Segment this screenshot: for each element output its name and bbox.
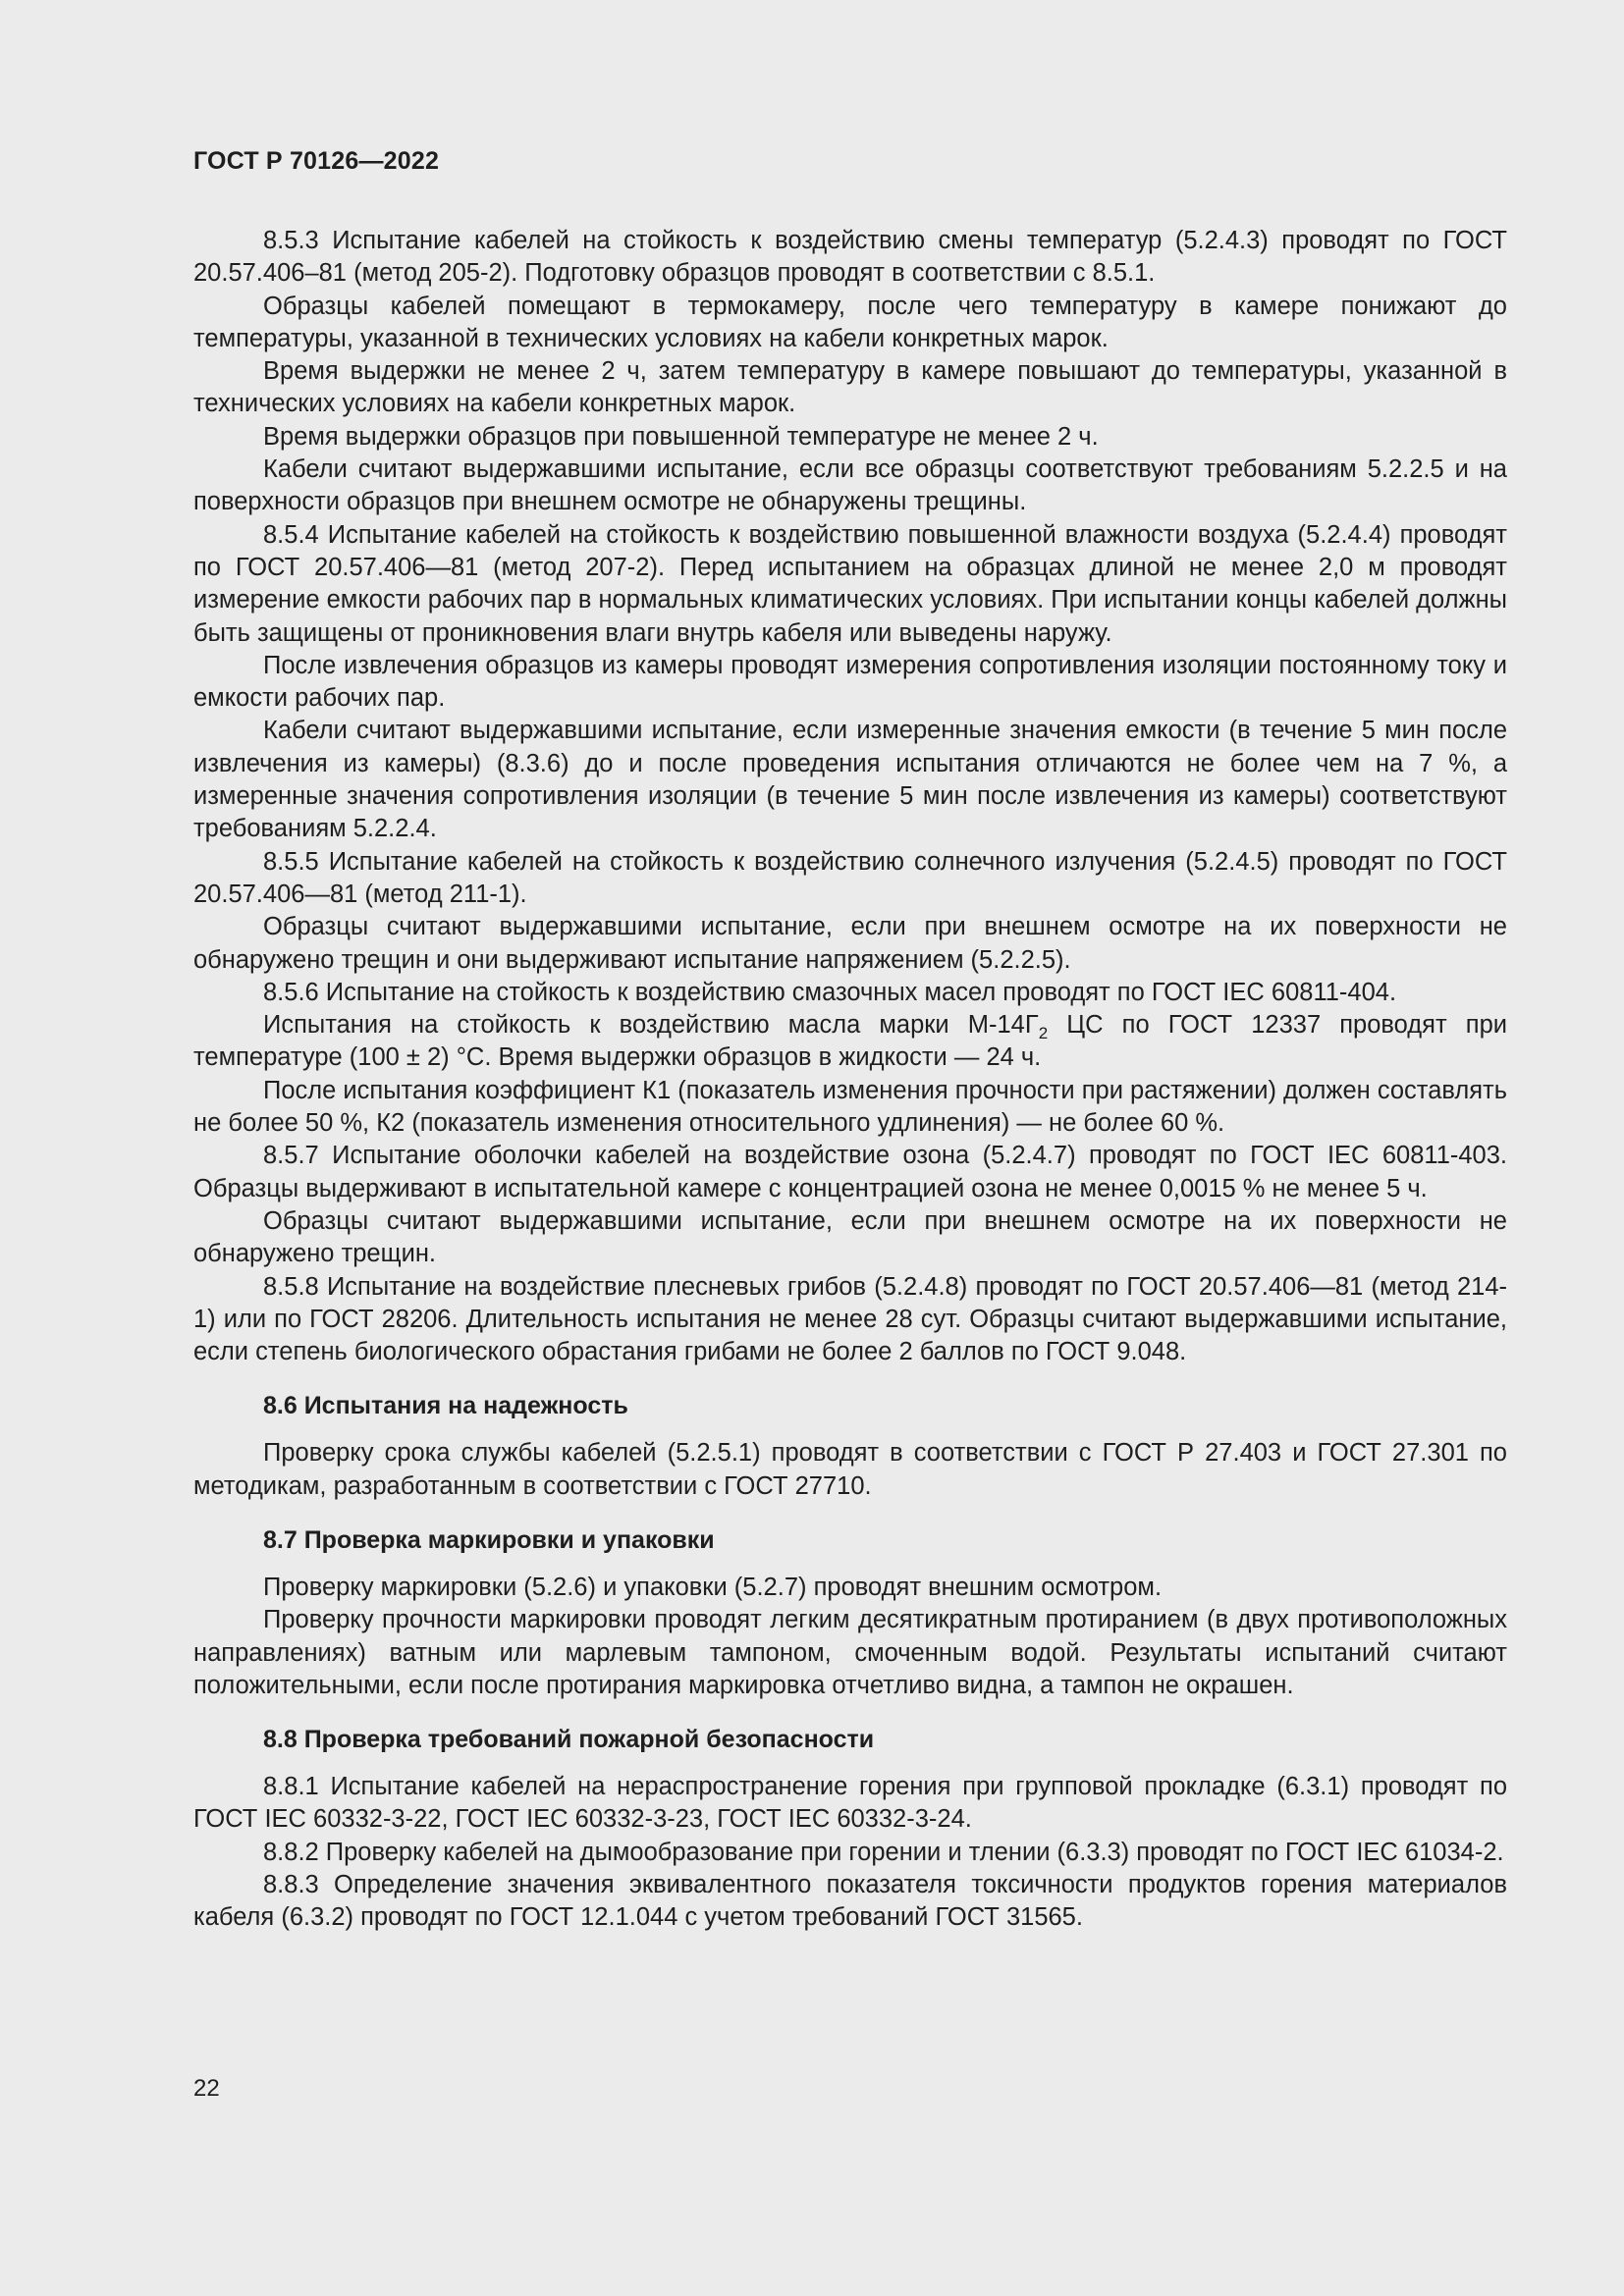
paragraph: Образцы считают выдержавшими испытание, если при внешнем осмотре на их поверхности не обнаружено трещин.: [193, 1206, 1507, 1268]
paragraph-8-8-1: 8.8.1 Испытание кабелей на нераспространение горения при групповой прокладке (6.3.1) проводят по ГОСТ IEC 60332-3-22, ГОСТ IEC 60332-3-23, ГОСТ IEC 60332-3-24.: [193, 1773, 1507, 1834]
section-heading-8-8: 8.8 Проверка требований пожарной безопасности: [263, 1726, 875, 1754]
paragraph: Кабели считают выдержавшими испытание, если измеренные значения емкости (в течение 5 мин после извлечения из камеры) (8.3.6) до и после проведения испытания отличаются не более чем на 7 %, а измеренные значения сопротивления изоляции (в течение 5 мин после извлечения из камеры) соответствуют требованиям 5.2.2.4.: [193, 717, 1507, 843]
paragraph: Образцы считают выдержавшими испытание, если при внешнем осмотре на их поверхности не обнаружено трещин и они выдерживают испытание напряжением (5.2.2.5).: [193, 913, 1507, 974]
paragraph-8-5-7: 8.5.7 Испытание оболочки кабелей на воздействие озона (5.2.4.7) проводят по ГОСТ IEC 60811-403. Образцы выдерживают в испытательной камере с концентрацией озона не менее 0,0015 % не менее 5 ч.: [193, 1142, 1507, 1202]
paragraph: Проверку срока службы кабелей (5.2.5.1) проводят в соответствии с ГОСТ Р 27.403 и ГОСТ 27.301 по методикам, разработанным в соответствии с ГОСТ 27710.: [193, 1439, 1507, 1500]
paragraph: Проверку прочности маркировки проводят легким десятикратным протиранием (в двух противоположных направлениях) ватным или марлевым тампоном, смоченным водой. Результаты испытаний считают положительными, если после протирания маркировка отчетливо видна, а тампон не окрашен.: [193, 1606, 1507, 1699]
paragraph-text: ЦС по ГОСТ 12337 проводят при температуре (100 ± 2) °С. Время выдержки образцов в жидкости — 24 ч.: [193, 1011, 1507, 1072]
paragraph: После извлечения образцов из камеры проводят измерения сопротивления изоляции постоянному току и емкости рабочих пар.: [193, 651, 1507, 713]
paragraph-8-5-3: 8.5.3 Испытание кабелей на стойкость к воздействию смены температур (5.2.4.3) проводят по ГОСТ 20.57.406–81 (метод 205-2). Подготовку образцов проводят в соответствии с 8.5.1.: [193, 227, 1507, 288]
document-header: ГОСТ Р 70126—2022: [193, 147, 440, 175]
paragraph-oil-test: [193, 1009, 1507, 1075]
section-heading-8-6: 8.6 Испытания на надежность: [263, 1392, 628, 1420]
paragraph: Кабели считают выдержавшими испытание, если все образцы соответствуют требованиям 5.2.2.5 и на поверхности образцов при внешнем осмотре не обнаружены трещины.: [193, 455, 1507, 516]
document-body: [193, 225, 1507, 1935]
paragraph: Время выдержки образцов при повышенной температуре не менее 2 ч.: [263, 422, 1099, 451]
paragraph-8-5-4: 8.5.4 Испытание кабелей на стойкость к воздействию повышенной влажности воздуха (5.2.4.4) проводят по ГОСТ 20.57.406—81 (метод 207-2). Перед испытанием на образцах длиной не менее 2,0 м проводят измерение емкости рабочих пар в нормальных климатических условиях. При испытании концы кабелей должны быть защищены от проникновения влаги внутрь кабеля или выведены наружу.: [193, 520, 1508, 647]
paragraph-8-5-5: 8.5.5 Испытание кабелей на стойкость к воздействию солнечного излучения (5.2.4.5) проводят по ГОСТ 20.57.406—81 (метод 211-1).: [193, 847, 1507, 908]
paragraph-8-8-3: 8.8.3 Определение значения эквивалентного показателя токсичности продуктов горения материалов кабеля (6.3.2) проводят по ГОСТ 12.1.044 с учетом требований ГОСТ 31565.: [193, 1871, 1507, 1932]
paragraph-8-5-6: 8.5.6 Испытание на стойкость к воздействию смазочных масел проводят по ГОСТ IEC 60811-404.: [263, 978, 1397, 1006]
section-heading-8-7: 8.7 Проверка маркировки и упаковки: [263, 1525, 715, 1554]
paragraph-8-5-8: 8.5.8 Испытание на воздействие плесневых грибов (5.2.4.8) проводят по ГОСТ 20.57.406—81 (метод 214-1) или по ГОСТ 28206. Длительность испытания не менее 28 сут. Образцы считают выдержавшими испытание, если степень биологического обрастания грибами не более 2 баллов по ГОСТ 9.048.: [193, 1272, 1507, 1366]
paragraph: Время выдержки не менее 2 ч, затем температуру в камере повышают до температуры, указанной в технических условиях на кабели конкретных марок.: [193, 357, 1507, 418]
paragraph: Образцы кабелей помещают в термокамеру, после чего температуру в камере понижают до температуры, указанной в технических условиях на кабели конкретных марок.: [193, 292, 1507, 352]
paragraph-text: Испытания на стойкость к воздействию масла марки М-14Г: [263, 1011, 1039, 1040]
paragraph-8-8-2: 8.8.2 Проверку кабелей на дымообразование при горении и тлении (6.3.3) проводят по ГОСТ IEC 61034-2.: [263, 1838, 1504, 1866]
paragraph: Проверку маркировки (5.2.6) и упаковки (5.2.7) проводят внешним осмотром.: [263, 1573, 1163, 1601]
paragraph: После испытания коэффициент К1 (показатель изменения прочности при растяжении) должен составлять не более 50 %, К2 (показатель изменения относительного удлинения) — не более 60 %.: [193, 1076, 1507, 1138]
page-number: 22: [193, 2075, 220, 2102]
subscript: 2: [1038, 1024, 1049, 1043]
